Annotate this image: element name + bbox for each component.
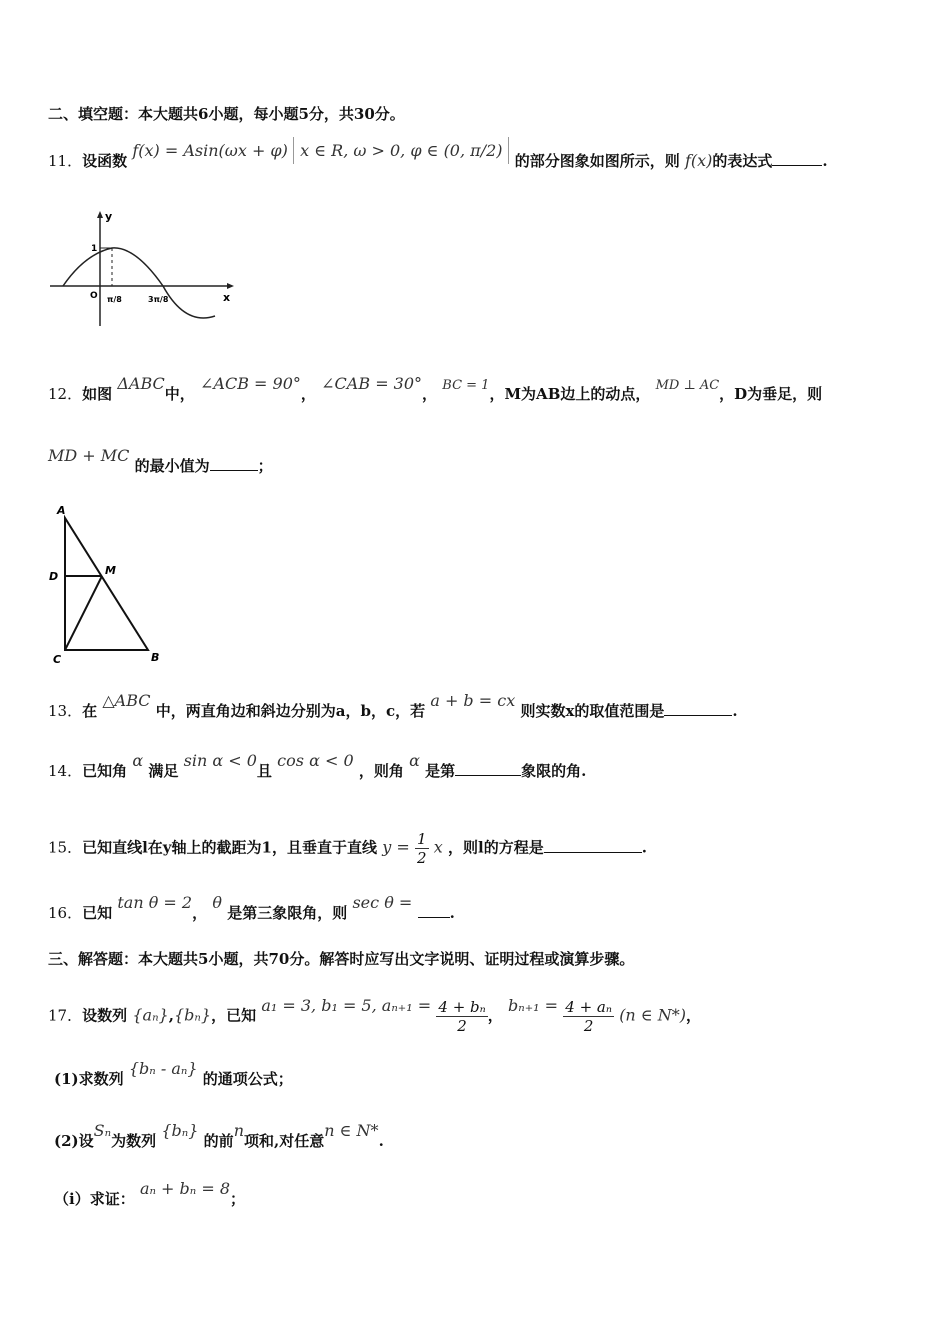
q17-part-i (54, 1179, 246, 1209)
q17-end: ， (686, 1006, 702, 1025)
q17-an: {aₙ} (132, 1005, 169, 1025)
q17-fraction-2 (563, 998, 614, 1035)
q17-bn: {bₙ} (173, 1005, 212, 1025)
graph-x-label: x (223, 291, 231, 304)
q12-triangle: ΔABC (117, 374, 165, 393)
q12-expr: MD + MC (48, 446, 130, 465)
q12-pre: 如图 (82, 385, 113, 403)
q16-mid: 是第三象限角，则 (227, 904, 348, 922)
question-15 (48, 830, 647, 867)
graph-x-arrow (227, 283, 234, 289)
q12-m-text: ，M为AB边上的动点， (489, 385, 651, 403)
q16-number: 16． (48, 904, 83, 922)
question-11: 11．设函数 f(x) = Asin(ωx + φ) x ∈ R, ω > 0, φ ∈ (0, π/2) 的部分图象如图所示，则 f(x)的表达式 . (48, 150, 828, 171)
question-16 (48, 893, 455, 923)
q17-p1-pre: (1)求数列 (54, 1070, 124, 1088)
q17-number: 17． (48, 1006, 83, 1025)
q16-tan: tan θ = 2 (117, 893, 193, 912)
q17-frac2-den: 2 (583, 1017, 594, 1035)
q17-pre: 设数列 (82, 1006, 128, 1025)
q12-number: 12． (48, 385, 83, 403)
q12-angle-cab: ∠CAB = 30° (321, 374, 423, 393)
q11-end: 的表达式 (712, 152, 773, 170)
q17-p2-mid: 为数列 (111, 1132, 157, 1150)
q17-p2-pre: (2)设 (54, 1132, 94, 1150)
q17-cond: (n ∈ N*) (619, 1005, 686, 1025)
q15-answer-blank (544, 851, 642, 853)
q14-alpha: α (132, 751, 144, 770)
sine-graph (45, 208, 240, 328)
q14-end: 象限的角. (521, 762, 587, 780)
q15-frac-num: 1 (416, 830, 427, 848)
q17-frac1-num: 4 + bₙ (438, 998, 486, 1016)
q14-mid3: 是第 (425, 762, 456, 780)
q15-number: 15． (48, 838, 83, 857)
section-heading-2: 二、填空题：本大题共6小题，每小题5分，共30分。 (48, 105, 405, 123)
label-c: C (53, 653, 62, 666)
question-13 (48, 691, 738, 721)
question-12-line2 (48, 446, 273, 476)
q16-answer-blank (418, 916, 450, 918)
question-12: 12．如图 ΔABC中， ∠ACB = 90°， ∠CAB = 30°， BC = 1，M为AB边上的动点， MD ⊥ AC，D为垂足，则 (48, 374, 823, 403)
q15-y: y = (382, 837, 410, 857)
q17-p2-mid3: 项和,对任意 (244, 1132, 325, 1150)
q13-mid: 中，两直角边和斜边分别为a，b，c，若 (155, 702, 426, 720)
q14-cos: cos α < 0 (277, 751, 354, 770)
q17-bn1: bₙ₊₁ = (507, 995, 559, 1015)
q12-angle-acb: ∠ACB = 90° (200, 374, 301, 393)
q14-sin: sin α < 0 (183, 751, 257, 770)
graph-one-label: 1 (91, 244, 98, 254)
q12-end: ； (257, 457, 273, 475)
q12-d-text: ，D为垂足，则 (719, 385, 823, 403)
q11-condition: x ∈ R, ω > 0, φ ∈ (0, π/2) (293, 137, 509, 164)
q17-part-2 (54, 1121, 384, 1151)
q17-p2-mid2: 的前 (203, 1132, 234, 1150)
q15-frac-den: 2 (416, 849, 427, 867)
graph-tick-3pi8: 3π/8 (148, 295, 169, 304)
label-a: A (57, 504, 66, 517)
q16-theta: θ (212, 893, 222, 912)
q17-frac1-den: 2 (457, 1017, 467, 1035)
q14-answer-blank (455, 774, 521, 776)
q14-pre: 已知角 (82, 762, 128, 780)
segment-mc (65, 576, 102, 650)
q11-number: 11． (48, 152, 83, 170)
q11-pre: 设函数 (82, 152, 128, 170)
q13-post: 则实数x的取值范围是 (520, 702, 665, 720)
graph-y-label: y (105, 210, 113, 223)
q16-comma: ， (192, 904, 208, 922)
triangle-abc (65, 518, 148, 650)
q16-pre: 已知 (82, 904, 113, 922)
graph-origin-label: O (90, 291, 98, 301)
q17-part-1 (54, 1059, 293, 1089)
q14-qie: 且 (256, 762, 272, 780)
q12-bc: BC = 1 (442, 378, 490, 393)
q13-number: 13． (48, 702, 83, 720)
q17-p1-post: 的通项公式； (202, 1070, 293, 1088)
label-m: M (105, 564, 116, 577)
q17-pi-eq: aₙ + bₙ = 8 (139, 1179, 231, 1198)
q17-p2-b: {bₙ} (161, 1121, 199, 1140)
q12-tail: 的最小值为 (134, 457, 210, 475)
q17-init: a₁ = 3, b₁ = 5, aₙ₊₁ = (261, 995, 432, 1015)
q12-answer-blank (210, 469, 258, 471)
q13-pre: 在 (82, 702, 98, 720)
q12-zhong: 中， (164, 385, 195, 403)
q16-end: . (449, 904, 455, 922)
question-14 (48, 751, 587, 781)
q11-fx: f(x) (684, 151, 713, 170)
q15-text: 已知直线l在y轴上的截距为1，且垂直于直线 (82, 838, 377, 857)
graph-tick-pi8: π/8 (107, 295, 122, 304)
graph-y-arrow (97, 211, 103, 218)
q15-post: ，则l的方程是 (448, 838, 544, 857)
question-17: 17．设数列 {aₙ},{bₙ}，已知 a₁ = 3, b₁ = 5, aₙ₊₁ = $\frac{\text{4 + bₙ}}{2}$ ， bₙ₊₁ = $\frac{\text{4 + aₙ}}{2}$ (n ∈ N*)， (48, 995, 702, 1035)
q15-end: . (641, 838, 647, 857)
q17-p2-n: n (233, 1121, 244, 1140)
q17-p2-cond: n ∈ N* (324, 1121, 379, 1140)
label-d: D (49, 570, 59, 583)
q17-pi-end: ； (230, 1190, 246, 1208)
q11-post: 的部分图象如图所示，则 (514, 152, 680, 170)
q17-pi-pre: （i）求证： (54, 1190, 135, 1208)
q17-fraction-1 (436, 998, 487, 1035)
q11-formula: f(x) = Asin(ωx + φ) (132, 141, 288, 160)
q12-perp: MD ⊥ AC (655, 378, 720, 393)
q17-p1-expr: {bₙ - aₙ} (128, 1059, 198, 1078)
section-heading-3: 三、解答题：本大题共5小题，共70分。解答时应写出文字说明、证明过程或演算步骤。 (48, 950, 635, 968)
q17-p2-end: . (378, 1132, 384, 1150)
q13-end: . (732, 702, 738, 720)
q15-fraction (415, 830, 429, 867)
q17-known: ，已知 (211, 1006, 257, 1025)
triangle-diagram (45, 500, 175, 670)
q13-equation: a + b = cx (430, 691, 516, 710)
q15-x: x (433, 837, 443, 857)
q14-mid2: ，则角 (358, 762, 404, 780)
q14-mid1: 满足 (148, 762, 179, 780)
graph-curve (63, 248, 215, 318)
q13-triangle: △ABC (102, 691, 151, 710)
q14-number: 14． (48, 762, 83, 780)
q13-answer-blank (664, 714, 732, 716)
q14-alpha-2: α (409, 751, 420, 770)
q17-frac2-num: 4 + aₙ (565, 998, 612, 1016)
q16-sec: sec θ = (352, 893, 413, 912)
q11-answer-blank (772, 164, 822, 166)
q17-p2-s: Sₙ (93, 1121, 112, 1140)
label-b: B (151, 651, 160, 664)
